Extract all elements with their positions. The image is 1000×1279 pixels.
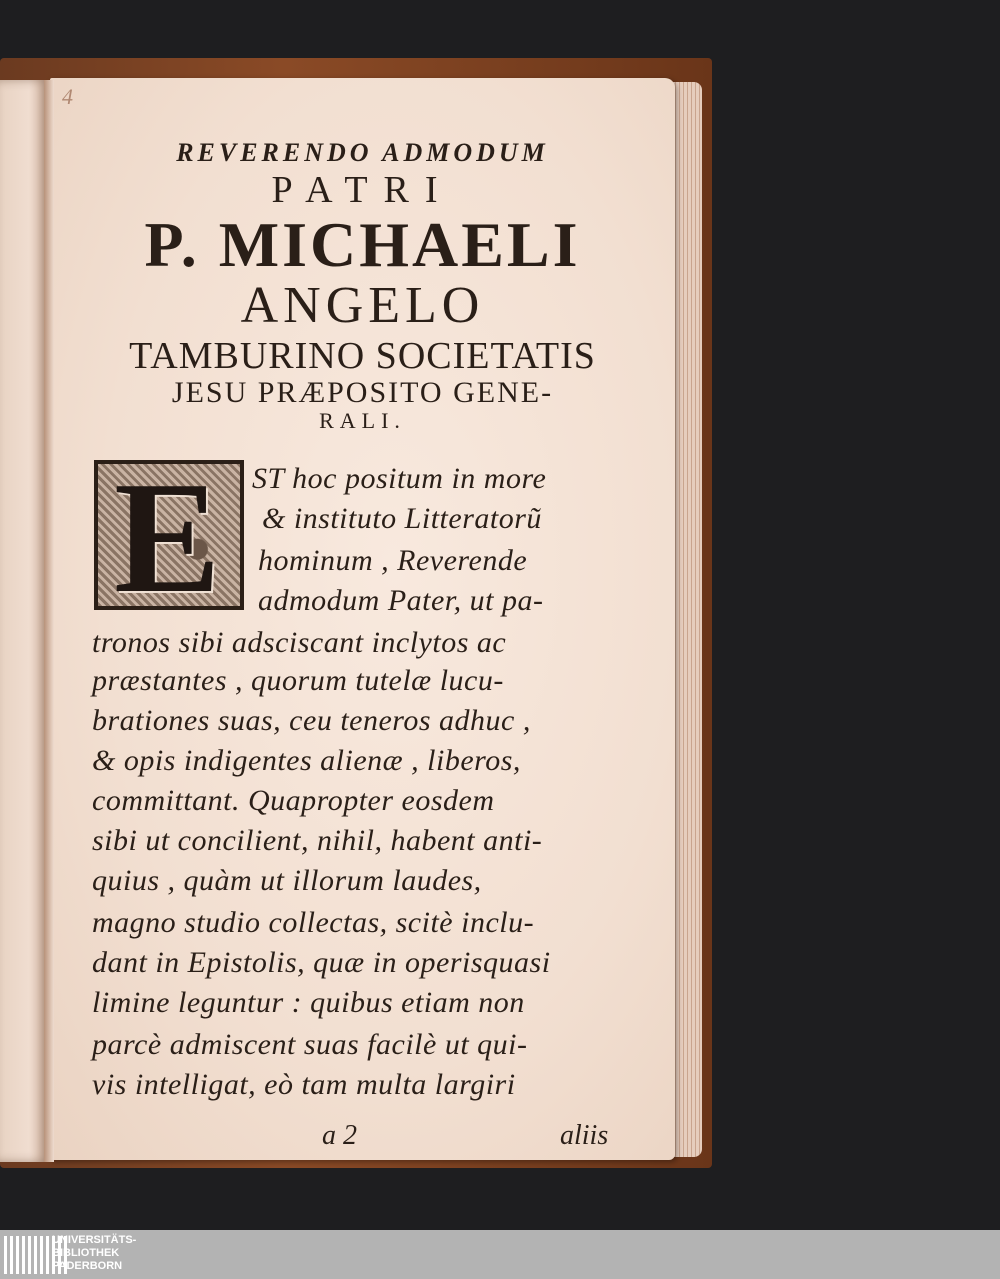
body-line-11: quius , quàm ut illorum laudes, [92,864,482,897]
body-line-14: limine leguntur : quibus etiam non [92,986,525,1019]
library-name [52,1234,136,1273]
body-line-2: & instituto Litteratorũ [262,502,542,535]
body-line-6: præstantes , quorum tutelæ lucu- [92,664,504,697]
body-line-7: brationes suas, ceu teneros adhuc , [92,704,531,737]
footer-bar [0,1230,1000,1279]
body-line-16: vis intelligat, eò tam multa largiri [92,1068,516,1101]
heading-line-4: ANGELO [240,277,485,334]
body-line-1: ST hoc positum in more [252,462,547,495]
heading-line-2: PATRI [271,169,454,211]
library-name-line-3: PADERBORN [52,1260,123,1272]
body-line-12: magno studio collectas, scitè inclu- [92,906,535,939]
library-name-line-1: UNIVERSITÄTS- [52,1234,137,1246]
heading-line-5: TAMBURINO SOCIETATIS [129,335,596,377]
decorated-initial [94,448,244,626]
body-line-13: dant in Epistolis, quæ in operisquasi [92,946,551,979]
folio-number: 4 [62,84,73,109]
body-line-4: admodum Pater, ut pa- [258,584,544,617]
body-line-3: hominum , Reverende [258,544,528,577]
heading-line-3: P. MICHAELI [144,209,581,280]
heading-line-7: RALI. [319,408,406,433]
signature-mark: a 2 [322,1120,357,1151]
heading-line-1: REVERENDO ADMODUM [176,138,549,167]
body-line-5: tronos sibi adsciscant inclytos ac [92,626,507,659]
body-line-8: & opis indigentes alienæ , liberos, [92,744,521,777]
body-line-9: committant. Quapropter eosdem [92,784,495,817]
heading-line-6: JESU PRÆPOSITO GENE- [171,376,554,409]
initial-letter: E [114,448,221,626]
body-line-15: parcè admiscent suas facilè ut qui- [92,1028,528,1061]
library-name-line-2: BIBLIOTHEK [52,1247,120,1259]
left-page [0,80,48,1162]
body-line-10: sibi ut concilient, nihil, habent anti- [92,824,543,857]
catchword: aliis [560,1120,609,1151]
